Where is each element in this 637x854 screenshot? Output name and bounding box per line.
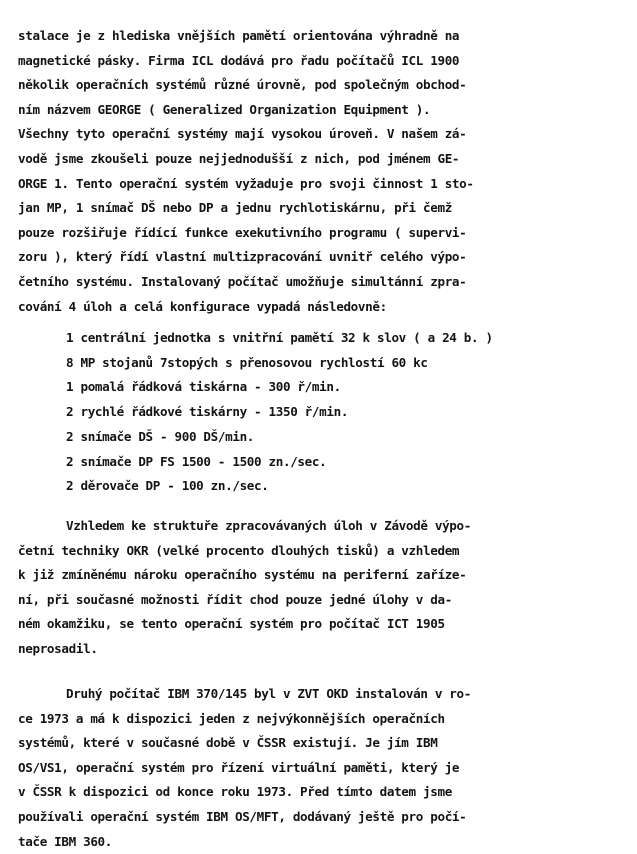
text-line: četního systému. Instalovaný počítač umožňuje simultánní zpra- xyxy=(18,273,467,289)
text-line: magnetické pásky. Firma ICL dodává pro řadu počítačů ICL 1900 xyxy=(18,52,460,68)
text-line: ORGE 1. Tento operační systém vyžaduje pro svoji činnost 1 sto- xyxy=(18,175,474,191)
text-line: četní techniky OKR (velké procento dlouhých tisků) a vzhledem xyxy=(18,542,460,558)
list-item: 1 pomalá řádková tiskárna - 300 ř/min. xyxy=(66,379,341,395)
text-line: neprosadil. xyxy=(18,640,98,656)
paragraph-ibm-370 xyxy=(18,682,637,854)
text-line: ním názvem GEORGE ( Generalized Organization Equipment ). xyxy=(18,101,431,117)
list-item: 2 děrovače DP - 100 zn./sec. xyxy=(66,478,269,494)
text-line: k již zmíněnému nároku operačního systému na periferní zařízе- xyxy=(18,567,467,583)
text-line: Všechny tyto operační systémy mají vysokou úroveň. V našem zá- xyxy=(18,126,467,142)
list-item: 2 snímače DP FS 1500 - 1500 zn./sec. xyxy=(66,453,327,469)
text-line: ní, při současné možnosti řídit chod pouze jedné úlohy v da- xyxy=(18,591,452,607)
text-line: systémů, které v současné době v ČSSR existují. Je jím IBM xyxy=(18,735,438,751)
text-line: jan MP, 1 snímač DŠ nebo DP a jednu rychlotiskárnu, při čemž xyxy=(18,200,452,216)
text-line: stalace je z hlediska vnějších pamětí orientována výhradně na xyxy=(18,28,460,43)
paragraph-okr-structure xyxy=(18,514,637,662)
text-line: Vzhledem ke struktuře zpracovávaných úloh v Závodě výpo- xyxy=(66,518,471,533)
list-item: 2 snímače DŠ - 900 DŠ/min. xyxy=(66,428,255,444)
text-line: Druhý počítač IBM 370/145 byl v ZVT OKD instalován v ro- xyxy=(66,686,471,701)
text-line: zoru ), který řídí vlastní multizpracování uvnitř celého výpo- xyxy=(18,249,467,265)
text-line: tače IBM 360. xyxy=(18,833,113,849)
text-line: ném okamžiku, se tento operační systém pro počítač ICT 1905 xyxy=(18,616,445,632)
text-line: používali operační systém IBM OS/MFT, dodávaný ještě pro počí- xyxy=(18,808,467,824)
text-line: několik operačních systémů různé úrovně, pod společným obchod- xyxy=(18,77,467,93)
text-line: pouze rozšiřuje řídící funkce exekutivního programu ( supervi- xyxy=(18,224,467,240)
text-line: OS/VS1, operační systém pro řízení virtuální paměti, který je xyxy=(18,759,460,775)
paragraph-os-george xyxy=(18,24,637,319)
text-line: v ČSSR k dispozici od konce roku 1973. Před tímto datem jsme xyxy=(18,784,452,800)
configuration-list xyxy=(66,326,637,499)
text-line: cování 4 úloh a celá konfigurace vypadá následovně: xyxy=(18,298,387,314)
list-item: 2 rychlé řádkové tiskárny - 1350 ř/min. xyxy=(66,404,349,420)
list-item: 1 centrální jednotka s vnitřní pamětí 32 k slov ( a 24 b. ) xyxy=(66,330,493,345)
text-line: ce 1973 a má k dispozici jeden z nejvýkonnějších operačních xyxy=(18,710,445,726)
text-line: vodě jsme zkoušeli pouze nejjednodušší z nich, pod jménem GE- xyxy=(18,150,460,166)
list-item: 8 MP stojanů 7stopých s přenosovou rychlostí 60 kc xyxy=(66,354,428,370)
